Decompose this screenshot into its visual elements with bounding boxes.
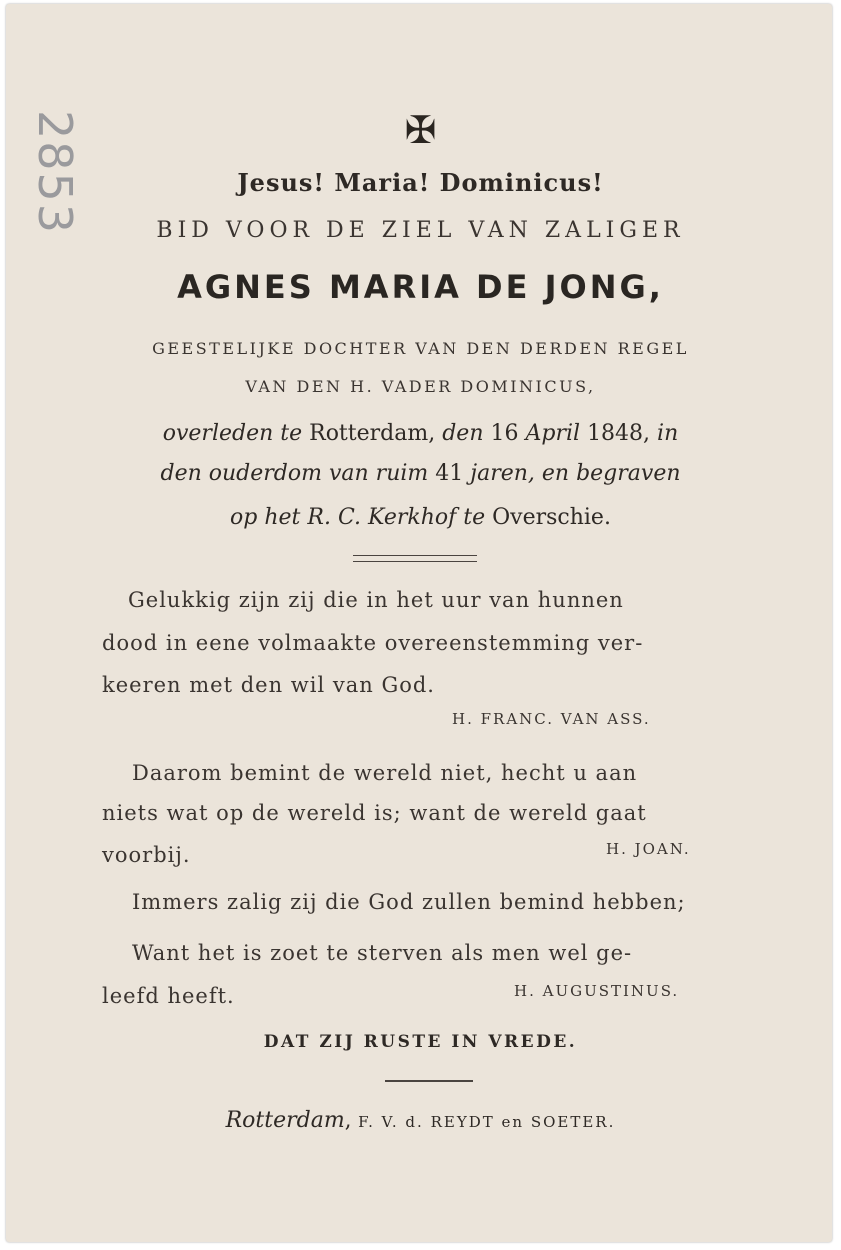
age-value: 41 — [435, 461, 464, 486]
age-line — [0, 461, 841, 486]
deceased-name: AGNES MARIA DE JONG, — [177, 268, 664, 306]
death-overleden: overleden te — [162, 421, 303, 446]
closing-line: DAT ZIJ RUSTE IN VREDE. — [263, 1032, 578, 1052]
burial-place: Overschie. — [492, 505, 611, 530]
death-month: April — [525, 421, 581, 446]
death-city: Rotterdam, — [309, 421, 436, 446]
printer-name: F. V. d. REYDT en SOETER. — [358, 1113, 616, 1131]
death-den: den — [442, 421, 484, 446]
quote-3-attribution: H. AUGUSTINUS. — [514, 982, 680, 1000]
prayer-request: BID VOOR DE ZIEL VAN ZALIGER — [156, 218, 685, 243]
burial-line — [0, 505, 841, 530]
description-line-2: VAN DEN H. VADER DOMINICUS, — [245, 377, 596, 396]
age-ouderdom: den ouderdom van ruim — [160, 461, 429, 486]
quote-2-line-1: Daarom bemint de wereld niet, hecht u aan — [132, 761, 638, 785]
archive-number: 2853 — [28, 110, 82, 236]
quote-2-line-2: niets wat op de wereld is; want de wereld gaat — [102, 801, 647, 825]
death-line — [0, 421, 841, 446]
quote-3-line-1: Immers zalig zij die God zullen bemind hebben; — [132, 890, 686, 914]
death-day: 16 — [490, 421, 519, 446]
burial-kerkhof: op het R. C. Kerkhof te — [230, 505, 486, 530]
description-line-1: GEESTELIJKE DOCHTER VAN DEN DERDEN REGEL — [152, 339, 689, 358]
quote-2-line-3: voorbij. — [102, 843, 191, 867]
quote-1-line-2: dood in eene volmaakte overeenstemming ver- — [102, 631, 644, 655]
age-jaren: jaren, en begraven — [470, 461, 681, 486]
quote-1-line-1: Gelukkig zijn zij die in het uur van hunnen — [128, 588, 624, 612]
death-in: in — [657, 421, 679, 446]
single-divider — [385, 1080, 473, 1082]
quote-2-attribution: H. JOAN. — [606, 840, 691, 858]
cross-icon: ✠ — [404, 108, 437, 152]
quote-1-attribution: H. FRANC. VAN ASS. — [452, 710, 651, 728]
double-divider — [353, 555, 477, 562]
invocation: Jesus! Maria! Dominicus! — [237, 168, 604, 197]
quote-1-line-3: keeren met den wil van God. — [102, 673, 435, 697]
printer-line — [0, 1108, 841, 1133]
death-year: 1848, — [587, 421, 651, 446]
printer-city: Rotterdam — [225, 1108, 345, 1133]
printer-comma: , — [344, 1108, 352, 1132]
quote-3-line-2: Want het is zoet te sterven als men wel ge- — [132, 941, 633, 965]
quote-3-line-3: leefd heeft. — [102, 984, 235, 1008]
